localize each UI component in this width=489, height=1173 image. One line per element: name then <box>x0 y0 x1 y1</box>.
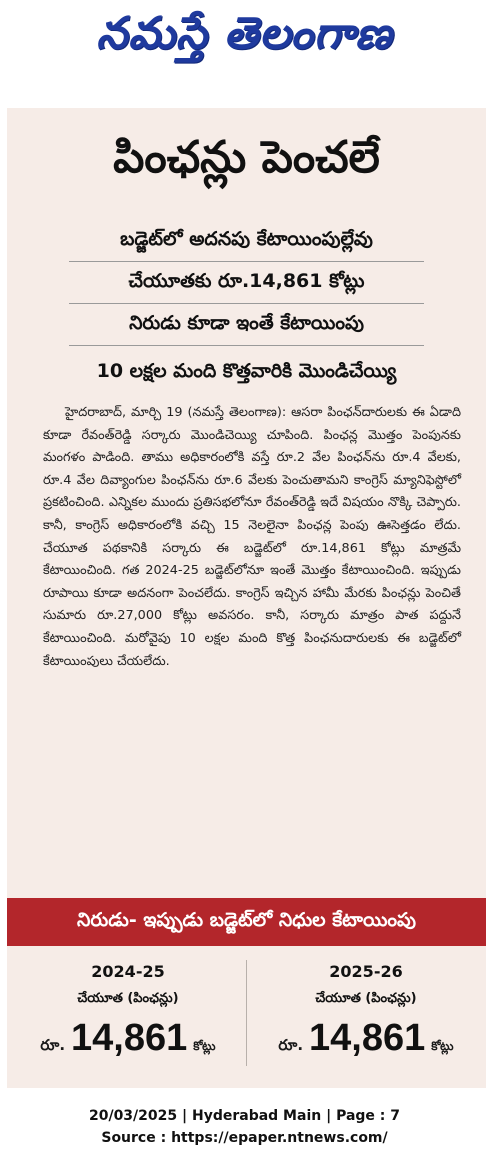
allocation-label: చేయూత (పింఛన్లు) <box>77 991 179 1006</box>
newspaper-masthead <box>0 0 489 78</box>
allocation-unit: కోట్లు <box>431 1039 454 1053</box>
allocation-amount-row <box>11 1017 245 1060</box>
currency-prefix: రూ. <box>40 1036 66 1054</box>
allocation-amount-row <box>249 1017 483 1060</box>
allocation-banner-title: నిరుడు- ఇప్పుడు బడ్జెట్‌లో నిధుల కేటాయింపు <box>77 908 416 931</box>
article-headline: పింఛన్లు పెంచలే <box>113 132 380 183</box>
deck-divider <box>69 303 424 304</box>
column-divider <box>246 960 247 1066</box>
allocation-amount: 14,861 <box>309 1017 426 1059</box>
masthead-title: నమస్తే తెలంగాణ <box>96 8 393 59</box>
page-footer <box>0 1105 489 1149</box>
allocation-banner <box>7 898 486 946</box>
deck-divider <box>69 345 424 346</box>
deck-divider <box>69 261 424 262</box>
allocation-column-2025-26 <box>249 956 483 1078</box>
allocation-column-2024-25 <box>11 956 245 1078</box>
currency-prefix: రూ. <box>278 1036 304 1054</box>
article-deck-3: నిరుడు కూడా ఇంతే కేటాయింపు <box>129 312 364 334</box>
allocation-year: 2024-25 <box>91 962 165 981</box>
allocation-unit: కోట్లు <box>193 1039 216 1053</box>
allocation-label: చేయూత (పింఛన్లు) <box>315 991 417 1006</box>
article-deck-4: 10 లక్షల మంది కొత్తవారికి మొండిచేయ్యి <box>96 360 397 382</box>
allocation-amount: 14,861 <box>71 1017 188 1059</box>
article-deck-2: చేయూతకు రూ.14,861 కోట్లు <box>128 270 365 292</box>
article-deck-1: బడ్జెట్‌లో అదనపు కేటాయింపుల్లేవు <box>120 228 373 250</box>
allocation-year: 2025-26 <box>329 962 403 981</box>
footer-source: Source : https://epaper.ntnews.com/ <box>101 1130 388 1146</box>
footer-edition-info: 20/03/2025 | Hyderabad Main | Page : 7 <box>88 1108 401 1124</box>
article-body-paragraph: హైదరాబాద్, మార్చి 19 (నమస్తే తెలంగాణ): ఆసరా పింఛన్‌దారులకు ఈ ఏడాది కూడా రేవంత్‌రెడ్డి సర్కారు మొండిచెయ్యి చూపింది. పింఛన్ల మొత్తం పెంపునకు మంగళం పాడింది. తాము అధికారంలోకి వస్తే రూ.2 వేల పింఛన్‌ను రూ.4 వేలకు, రూ.4 వేల దివ్యాంగుల పింఛన్‌ను రూ.6 వేలకు పెంచుతామని కాంగ్రెస్ మ్యానిఫెస్టోలో ప్రకటించింది. ఎన్నికల ముందు ప్రతిసభలోనూ రేవంత్‌రెడ్డి ఇదే విషయం నొక్కి చెప్పారు. కానీ, కాంగ్రెస్ అధికారంలోకి వచ్చి 15 నెలలైనా పింఛన్ల పెంపు ఊసెత్తడం లేదు. చేయూత పథకానికి సర్కారు ఈ బడ్జెట్‌లో రూ.14,861 కోట్లు మాత్రమే కేటాయించింది. గత 2024-25 బడ్జెట్‌లోనూ ఇంతే మొత్తం కేటాయించింది. ఇప్పుడు రూపాయి కూడా అదనంగా పెంచలేదు. కాంగ్రెస్ ఇచ్చిన హామీ మేరకు పింఛన్లు పెంచితే సుమారు రూ.27,000 కోట్లు అవసరం. కానీ, సర్కారు మాత్రం పాత పద్దునే కేటాయించింది. మరోవైపు 10 లక్షల మంది కొత్త పింఛనుదారులకు ఈ బడ్జెట్‌లో కేటాయింపులు చేయలేదు. <box>43 405 461 669</box>
article-body <box>43 402 461 673</box>
news-article <box>7 108 486 1088</box>
